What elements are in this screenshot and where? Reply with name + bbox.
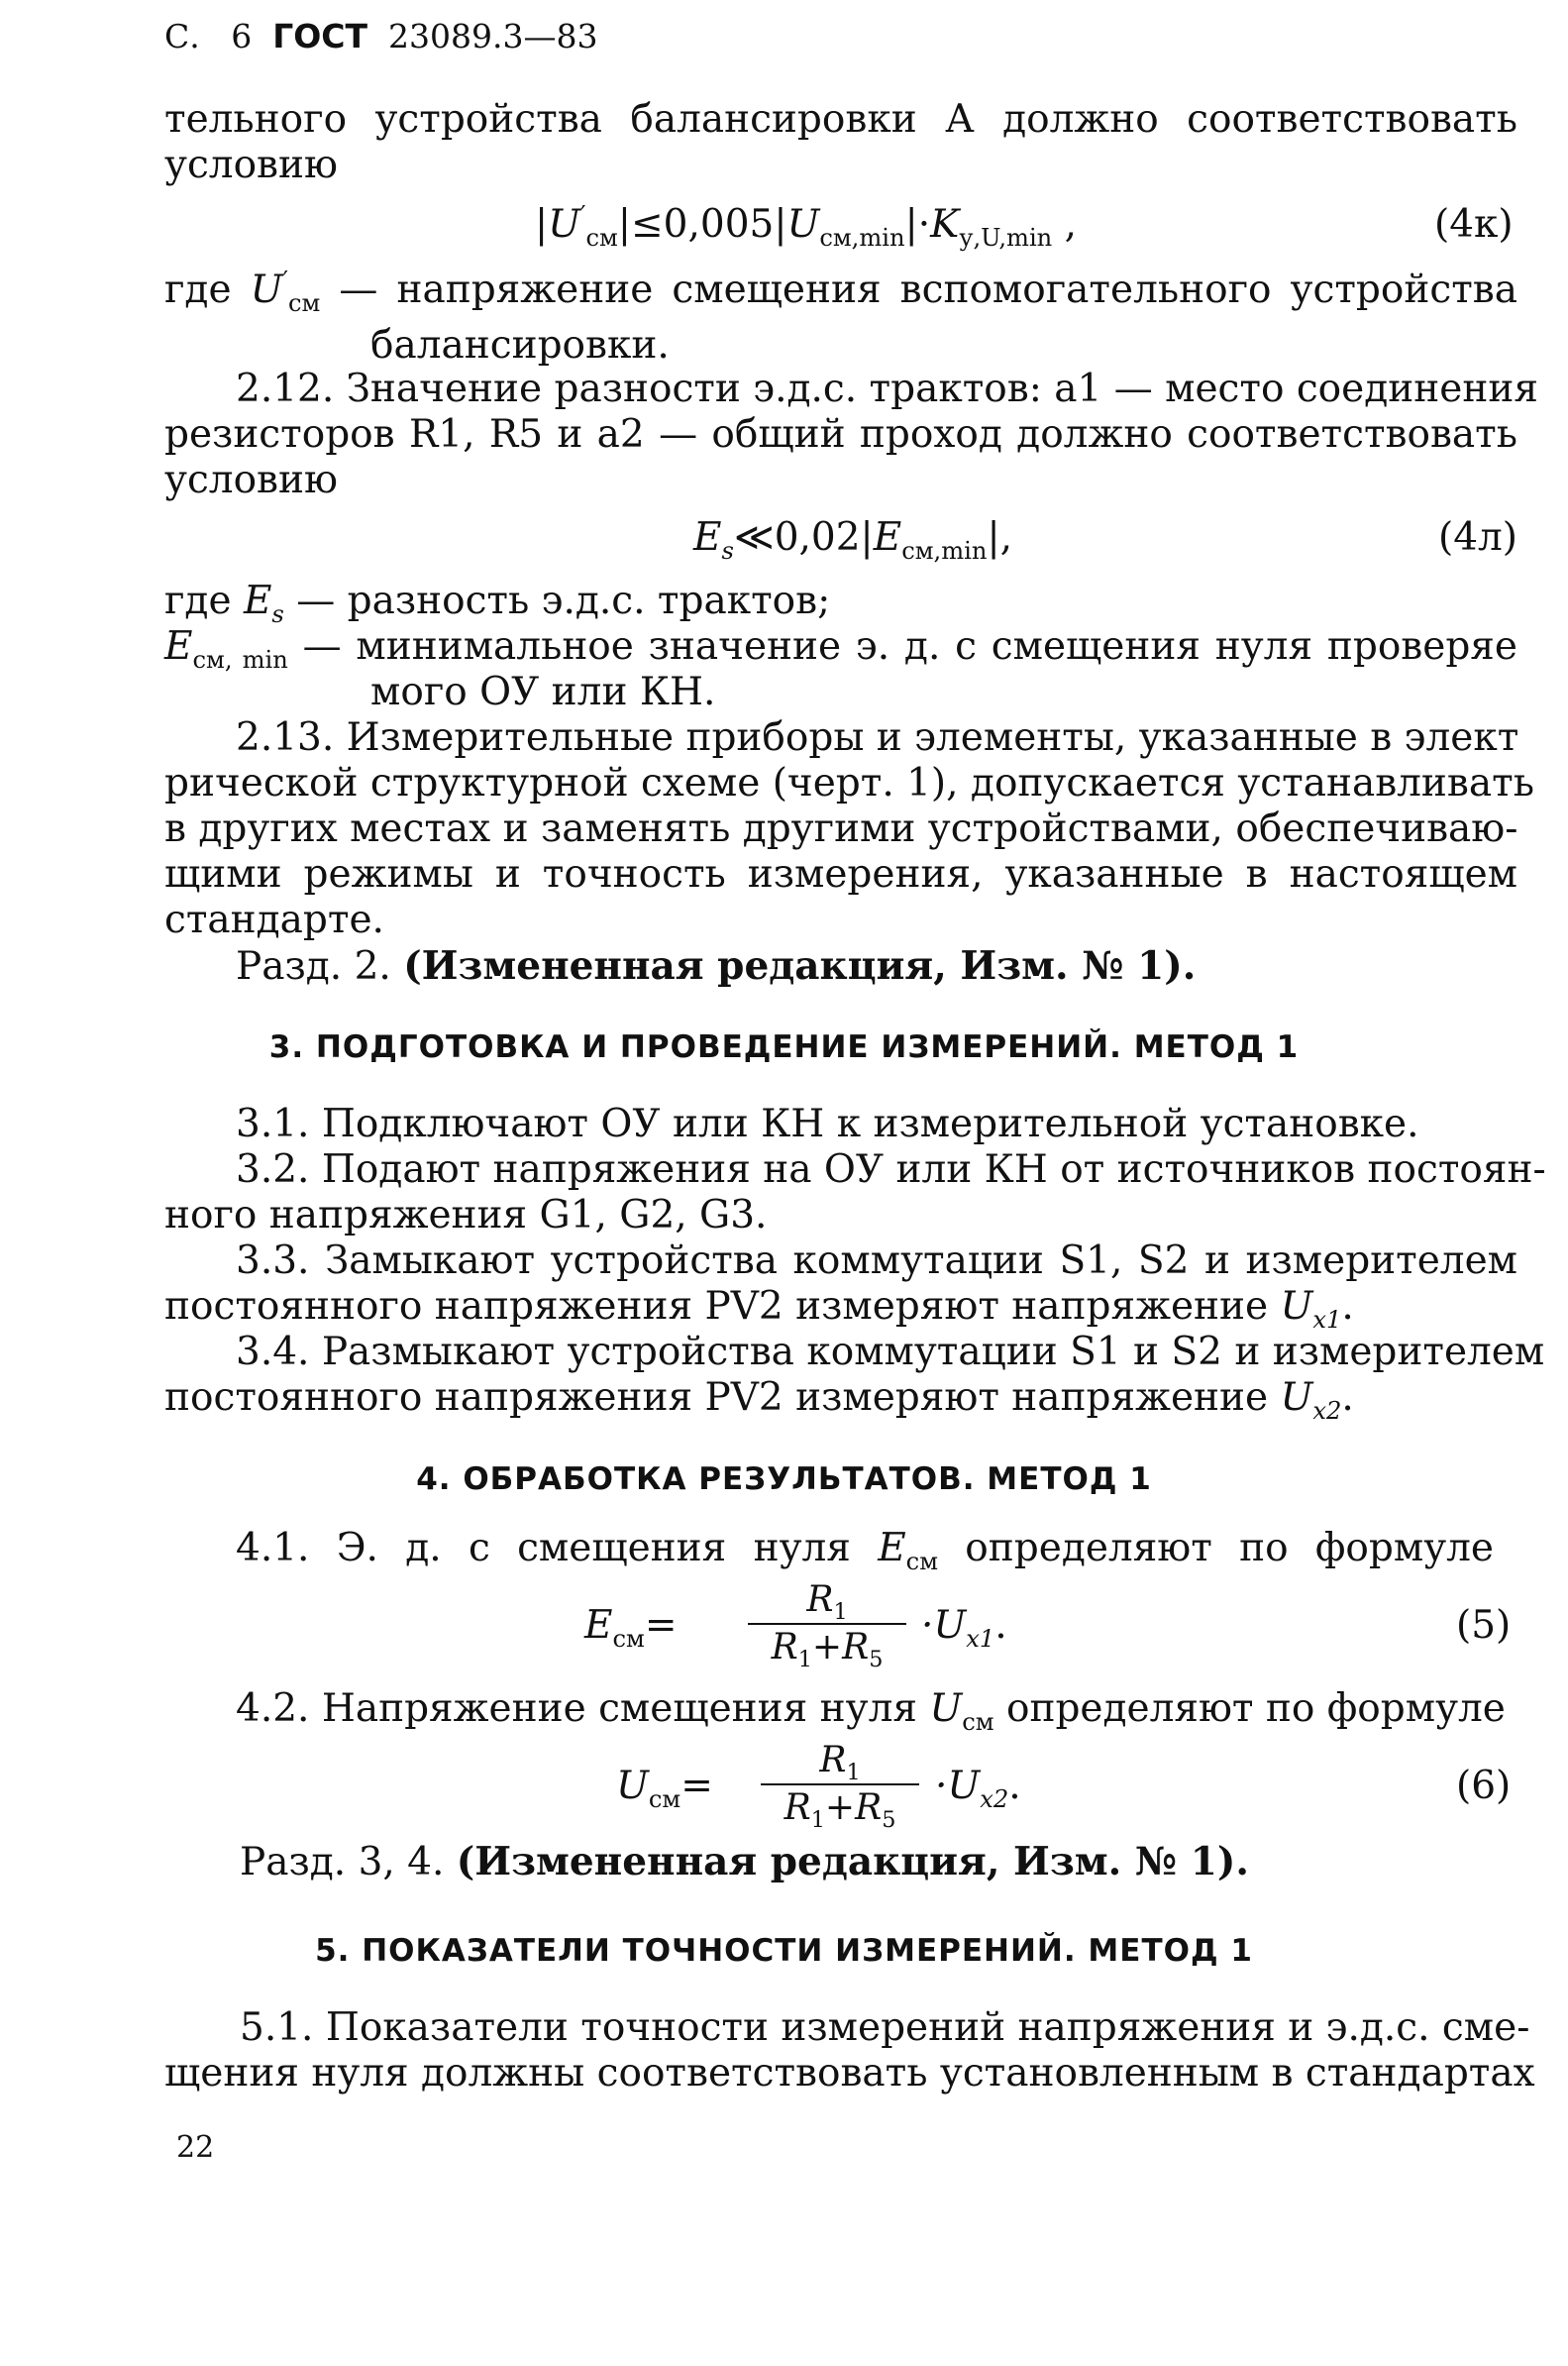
equation-6-lhs: $U_{см}=$ [616,1764,713,1813]
definition-line: $E_{см, min}$ — минимальное значение э. д. с смещения нуля проверяе [164,624,1517,674]
equation-4l: $E_s≪0,02|E_{см,min}|$, [693,515,1012,565]
equation-5-rhs: $\cdot U_{x1}$. [921,1603,1007,1653]
paragraph-line: 4.1. Э. д. с смещения нуля $E_{см}$ определяют по формуле [236,1526,1495,1575]
equation-4k: $|U'_{см}|\le 0,005|U_{см,min}|\cdot K_{у,U,min}$ , [535,201,1078,252]
paragraph-line: ного напряжения G1, G2, G3. [164,1193,768,1237]
equation-5-fraction: $\frac{R_1}{R_1+R_5}$ [748,1579,906,1668]
equation-number: (4к) [1434,202,1514,247]
equation-number: (4л) [1438,515,1518,560]
paragraph-line: постоянного напряжения PV2 измеряют напряжение $U_{x1}$. [164,1284,1354,1334]
header-prefix: С. [164,17,200,55]
paragraph-line: щения нуля должны соответствовать установленным в стандартах [164,2051,1535,2096]
paragraph-line: резисторов R1, R5 и a2 — общий проход должно соответствовать [164,412,1517,457]
paragraph-line: рической структурной схеме (черт. 1), допускается устанавливать [164,761,1534,806]
equation-6-rhs: $\cdot U_{x2}$. [935,1764,1021,1813]
running-header [164,14,597,59]
section-heading: 5. ПОКАЗАТЕЛИ ТОЧНОСТИ ИЗМЕРЕНИЙ. МЕТОД 1 [315,1933,1253,1969]
header-page: 6 [231,17,253,55]
paragraph-line: 3.3. Замыкают устройства коммутации S1, S2 и измерителем [236,1238,1517,1283]
paragraph-line: в других местах и заменять другими устройствами, обеспечиваю- [164,807,1518,851]
header-number: 23089.3—83 [388,17,598,55]
paragraph-line: 2.13. Измерительные приборы и элементы, указанные в элект [236,715,1519,760]
paragraph-line: 2.12. Значение разности э.д.с. трактов: a1 — место соединения [236,367,1538,411]
definition-continuation: балансировки. [370,323,670,368]
section-heading: 3. ПОДГОТОВКА И ПРОВЕДЕНИЕ ИЗМЕРЕНИЙ. МЕТОД 1 [268,1029,1300,1065]
paragraph-line: 4.2. Напряжение смещения нуля $U_{см}$ определяют по формуле [236,1686,1506,1736]
paragraph-line: условию [164,143,338,187]
definition-continuation: мого ОУ или КН. [370,670,716,714]
paragraph-line: 5.1. Показатели точности измерений напряжения и э.д.с. сме- [240,2005,1530,2050]
definition-line: где $U'_{см}$ — напряжение смещения вспомогательного устройства [164,267,1517,317]
page-number: 22 [176,2130,215,2165]
definition-line: где $E_s$ — разность э.д.с. трактов; [164,579,831,628]
paragraph-line: условию [164,458,338,502]
equation-6-fraction: $\frac{R_1}{R_1+R_5}$ [761,1740,919,1829]
header-gost: ГОСТ [272,17,368,55]
section-heading: 4. ОБРАБОТКА РЕЗУЛЬТАТОВ. МЕТОД 1 [416,1461,1152,1497]
amendment-note: Разд. 2. (Измененная редакция, Изм. № 1). [236,943,1197,989]
amendment-note: Разд. 3, 4. (Измененная редакция, Изм. № 1). [240,1839,1249,1884]
paragraph-line: стандарте. [164,898,384,942]
paragraph-line: 3.2. Подают напряжения на ОУ или КН от источников постоян- [236,1147,1546,1192]
equation-number: (5) [1456,1603,1512,1648]
paragraph-line: 3.1. Подключают ОУ или КН к измерительной установке. [236,1102,1419,1146]
equation-5-lhs: $E_{см}=$ [584,1603,678,1653]
paragraph-line: тельного устройства балансировки А должно соответствовать [164,97,1517,142]
paragraph-line: щими режимы и точность измерения, указанные в настоящем [164,852,1517,897]
equation-number: (6) [1456,1764,1512,1808]
paragraph-line: 3.4. Размыкают устройства коммутации S1 и S2 и измерителем [236,1330,1545,1374]
paragraph-line: постоянного напряжения PV2 измеряют напряжение $U_{x2}$. [164,1375,1354,1425]
